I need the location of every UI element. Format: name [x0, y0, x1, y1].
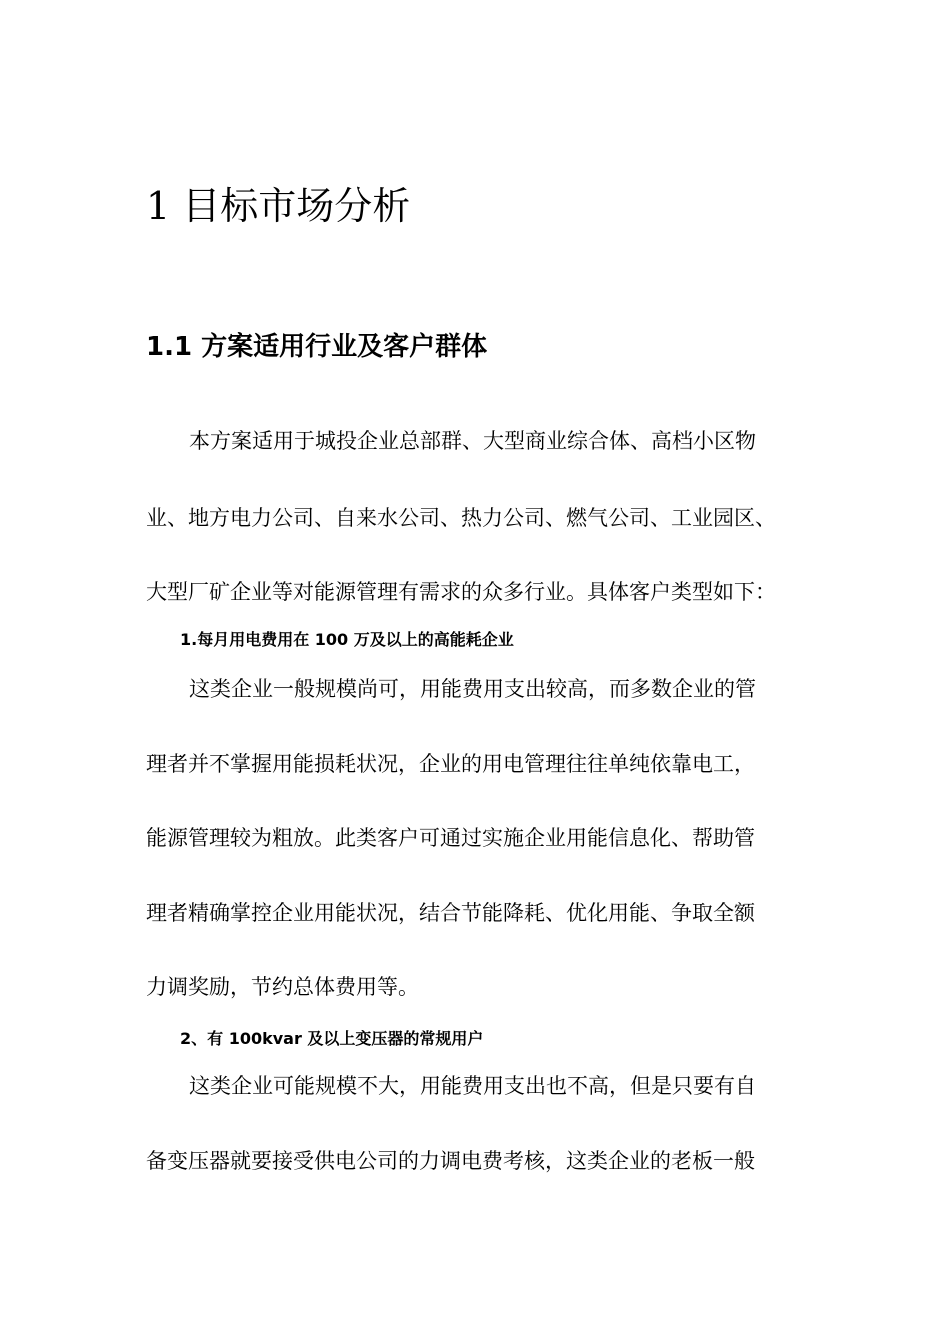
item1-line-2: 理者并不掌握用能损耗状况，企业的用电管理往往单纯依靠电工， [146, 752, 755, 776]
item1-line-5: 力调奖励，节约总体费用等。 [146, 975, 419, 999]
chapter-heading: 1 目标市场分析 [146, 184, 411, 228]
section-heading: 1.1 方案适用行业及客户群体 [146, 332, 488, 362]
intro-line-3: 大型厂矿企业等对能源管理有需求的众多行业。具体客户类型如下： [146, 580, 776, 604]
item2-line-2: 备变压器就要接受供电公司的力调电费考核，这类企业的老板一般 [146, 1149, 755, 1173]
item2-title: 2、有 100kvar 及以上变压器的常规用户 [180, 1029, 484, 1048]
item1-line-3: 能源管理较为粗放。此类客户可通过实施企业用能信息化、帮助管 [146, 826, 755, 850]
item2-line-1: 这类企业可能规模不大，用能费用支出也不高，但是只要有自 [189, 1074, 756, 1098]
intro-line-1: 本方案适用于城投企业总部群、大型商业综合体、高档小区物 [189, 429, 756, 453]
intro-line-2: 业、地方电力公司、自来水公司、热力公司、燃气公司、工业园区、 [146, 506, 776, 530]
item1-title: 1.每月用电费用在 100 万及以上的高能耗企业 [180, 630, 514, 649]
item1-line-4: 理者精确掌控企业用能状况，结合节能降耗、优化用能、争取全额 [146, 901, 755, 925]
item1-line-1: 这类企业一般规模尚可，用能费用支出较高，而多数企业的管 [189, 677, 756, 701]
